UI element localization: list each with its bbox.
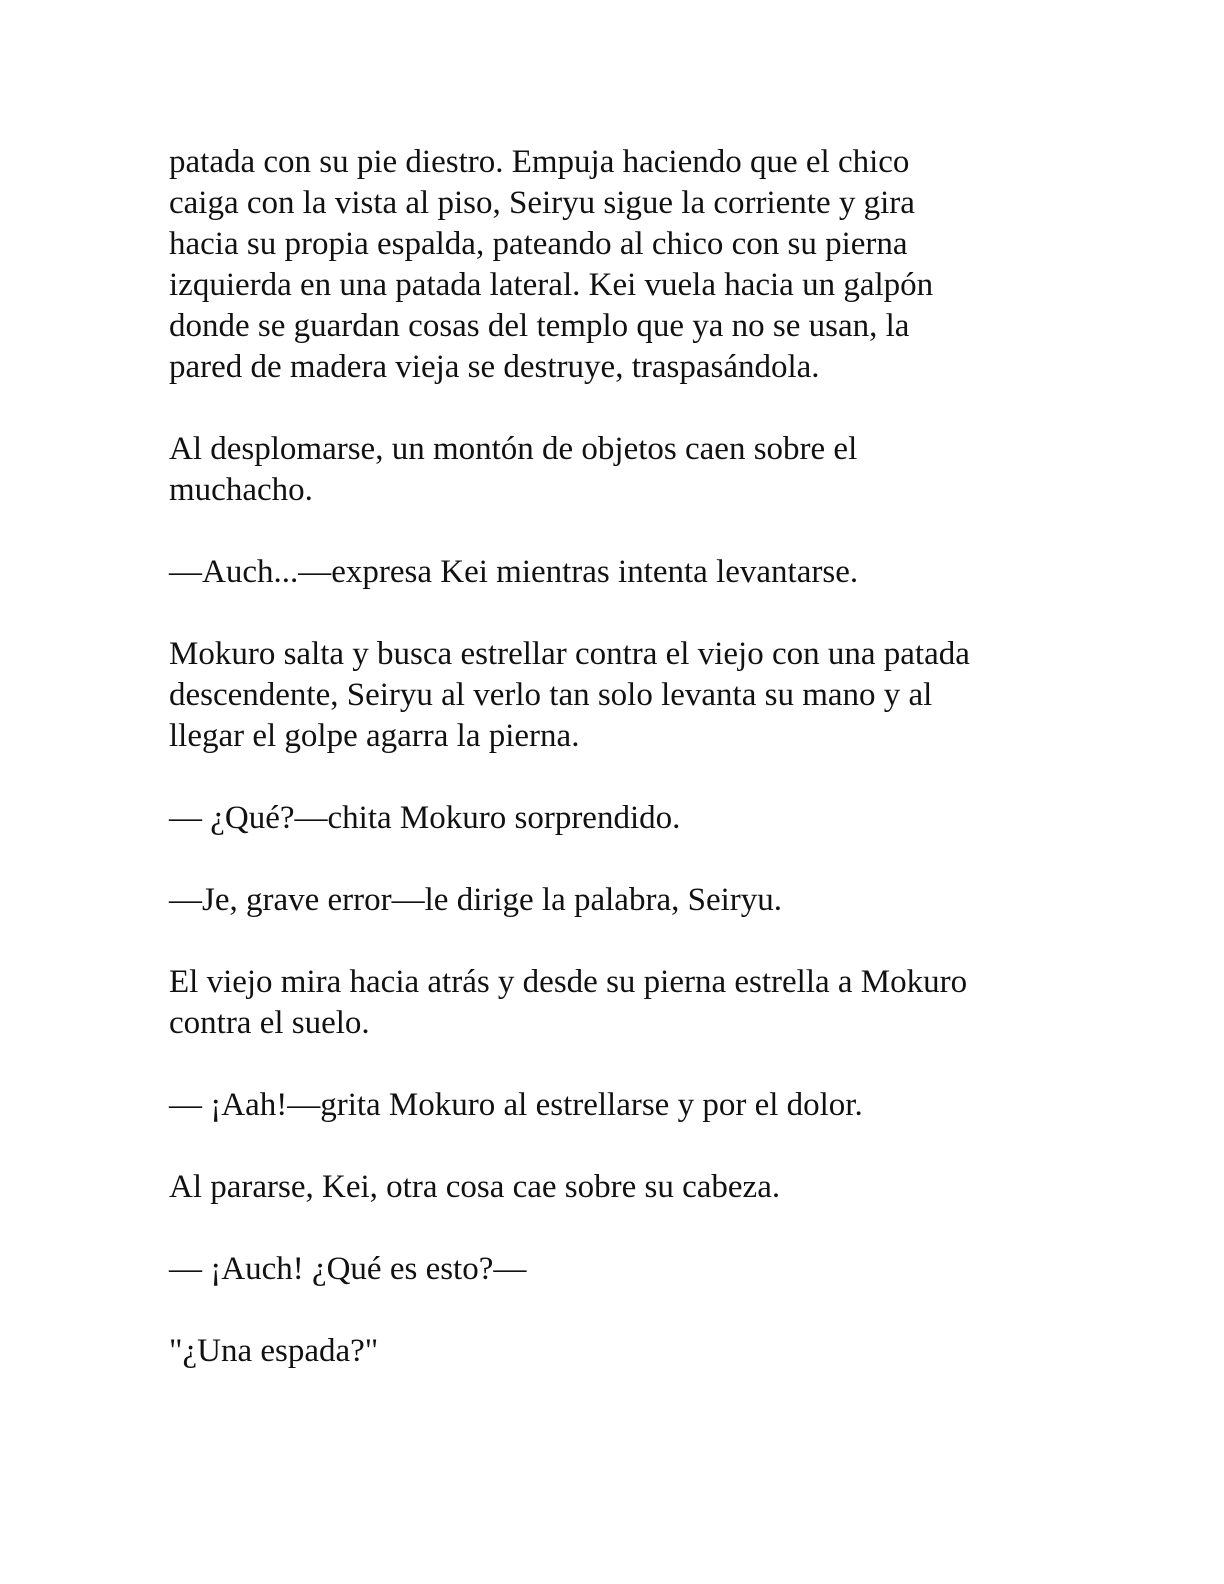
paragraph-5: — ¿Qué?—chita Mokuro sorprendido. (169, 800, 681, 836)
paragraph-10: — ¡Auch! ¿Qué es esto?— (169, 1251, 527, 1287)
paragraph-9: Al pararse, Kei, otra cosa cae sobre su cabeza. (169, 1169, 781, 1205)
paragraph-1: patada con su pie diestro. Empuja haciendo que el chico caiga con la vista al piso, Seiryu sigue la corriente y gira hacia su propia espalda, pateando al chico con su pierna izquierda en una patada lateral. Kei vuela hacia un galpón donde se guardan cosas del templo que ya no se usan, la pared de madera vieja se destruye, traspasándola. (169, 144, 934, 385)
paragraph-7: El viejo mira hacia atrás y desde su pierna estrella a Mokuro contra el suelo. (169, 964, 968, 1041)
paragraph-3: —Auch...—expresa Kei mientras intenta levantarse. (169, 554, 859, 590)
paragraph-6: —Je, grave error—le dirige la palabra, Seiryu. (169, 882, 782, 918)
paragraph-2: Al desplomarse, un montón de objetos caen sobre el muchacho. (169, 431, 858, 508)
paragraph-4: Mokuro salta y busca estrellar contra el viejo con una patada descendente, Seiryu al verlo tan solo levanta su mano y al llegar el golpe agarra la pierna. (169, 636, 970, 754)
paragraph-11: "¿Una espada?" (169, 1333, 379, 1369)
paragraph-8: — ¡Aah!—grita Mokuro al estrellarse y por el dolor. (169, 1087, 863, 1123)
document-body (169, 142, 1069, 1413)
